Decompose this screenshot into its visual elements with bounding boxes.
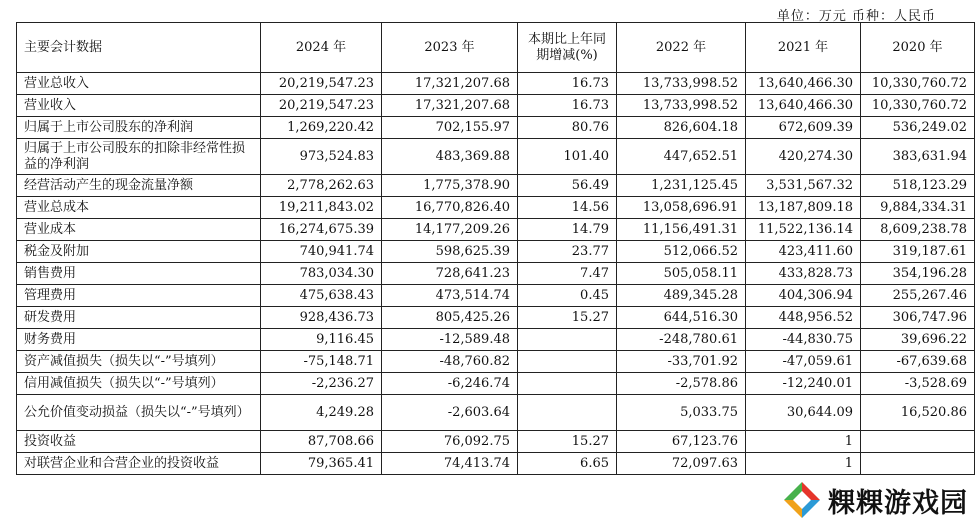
unit-currency-note: 单位：万元 币种：人民币	[776, 9, 936, 24]
table-header-row	[17, 23, 975, 73]
table-row	[17, 453, 975, 475]
table-cell	[861, 431, 975, 453]
table-cell: 19,211,843.02	[261, 197, 382, 219]
table-cell: 475,638.43	[261, 285, 382, 307]
table-cell: 319,187.61	[861, 241, 975, 263]
financial-data-table	[16, 22, 975, 475]
table-cell: 30,644.09	[746, 395, 861, 431]
table-cell: 518,123.29	[861, 175, 975, 197]
table-row	[17, 219, 975, 241]
table-cell: 3,531,567.32	[746, 175, 861, 197]
table-cell: 1,269,220.42	[261, 117, 382, 139]
table-cell: 702,155.97	[382, 117, 518, 139]
row-label: 财务费用	[17, 329, 261, 351]
table-cell: 13,733,998.52	[617, 95, 746, 117]
row-label: 归属于上市公司股东的扣除非经常性损益的净利润	[17, 139, 261, 175]
table-cell: 16.73	[518, 73, 617, 95]
table-cell: 23.77	[518, 241, 617, 263]
table-cell: 783,034.30	[261, 263, 382, 285]
column-header: 主要会计数据	[17, 23, 261, 73]
table-cell: 505,058.11	[617, 263, 746, 285]
row-label: 营业总收入	[17, 73, 261, 95]
row-label: 营业总成本	[17, 197, 261, 219]
table-cell: -3,528.69	[861, 373, 975, 395]
table-cell: 1	[746, 431, 861, 453]
table-cell: 473,514.74	[382, 285, 518, 307]
table-body	[17, 73, 975, 475]
table-cell: 17,321,207.68	[382, 95, 518, 117]
table-cell: 101.40	[518, 139, 617, 175]
row-label: 经营活动产生的现金流量净额	[17, 175, 261, 197]
table-cell: 9,116.45	[261, 329, 382, 351]
table-cell: 826,604.18	[617, 117, 746, 139]
table-row	[17, 197, 975, 219]
table-cell	[861, 453, 975, 475]
table-cell: -12,240.01	[746, 373, 861, 395]
table-cell	[518, 395, 617, 431]
table-row	[17, 241, 975, 263]
table-cell: 4,249.28	[261, 395, 382, 431]
table-row	[17, 117, 975, 139]
table-row	[17, 373, 975, 395]
table-cell: 87,708.66	[261, 431, 382, 453]
table-cell: -6,246.74	[382, 373, 518, 395]
table-cell: 973,524.83	[261, 139, 382, 175]
table-cell: 306,747.96	[861, 307, 975, 329]
row-label: 销售费用	[17, 263, 261, 285]
table-cell: -48,760.82	[382, 351, 518, 373]
table-cell: -44,830.75	[746, 329, 861, 351]
table-row	[17, 175, 975, 197]
table-cell: 11,522,136.14	[746, 219, 861, 241]
table-cell: 79,365.41	[261, 453, 382, 475]
table-cell: 39,696.22	[861, 329, 975, 351]
table-cell: 489,345.28	[617, 285, 746, 307]
table-cell: 644,516.30	[617, 307, 746, 329]
table-cell: 74,413.74	[382, 453, 518, 475]
table-cell: 404,306.94	[746, 285, 861, 307]
row-label: 营业成本	[17, 219, 261, 241]
row-label: 营业收入	[17, 95, 261, 117]
table-cell: 8,609,238.78	[861, 219, 975, 241]
table-cell: 15.27	[518, 307, 617, 329]
table-cell: 0.45	[518, 285, 617, 307]
table-cell: 76,092.75	[382, 431, 518, 453]
table-cell: -33,701.92	[617, 351, 746, 373]
diamond-logo-icon	[782, 480, 822, 520]
table-cell: 2,778,262.63	[261, 175, 382, 197]
table-cell: -12,589.48	[382, 329, 518, 351]
table-cell: 728,641.23	[382, 263, 518, 285]
table-row	[17, 395, 975, 431]
table-row	[17, 139, 975, 175]
table-cell: 16,274,675.39	[261, 219, 382, 241]
column-header: 2023 年	[382, 23, 518, 73]
table-cell: -2,236.27	[261, 373, 382, 395]
row-label: 归属于上市公司股东的净利润	[17, 117, 261, 139]
table-cell: 6.65	[518, 453, 617, 475]
table-cell: 80.76	[518, 117, 617, 139]
table-cell: 383,631.94	[861, 139, 975, 175]
table-cell: 14.56	[518, 197, 617, 219]
table-cell	[518, 351, 617, 373]
row-label: 研发费用	[17, 307, 261, 329]
table-cell: 420,274.30	[746, 139, 861, 175]
table-cell: 423,411.60	[746, 241, 861, 263]
row-label: 对联营企业和合营企业的投资收益	[17, 453, 261, 475]
table-row	[17, 431, 975, 453]
column-header: 2022 年	[617, 23, 746, 73]
table-cell: 13,058,696.91	[617, 197, 746, 219]
row-label: 投资收益	[17, 431, 261, 453]
table-cell: 10,330,760.72	[861, 73, 975, 95]
table-cell: 13,187,809.18	[746, 197, 861, 219]
column-header: 2020 年	[861, 23, 975, 73]
table-cell: 448,956.52	[746, 307, 861, 329]
table-cell: 483,369.88	[382, 139, 518, 175]
table-cell: 536,249.02	[861, 117, 975, 139]
table-cell: -2,603.64	[382, 395, 518, 431]
table-cell: 672,609.39	[746, 117, 861, 139]
table-cell: 1,775,378.90	[382, 175, 518, 197]
table-cell: 16,520.86	[861, 395, 975, 431]
row-label: 管理费用	[17, 285, 261, 307]
table-cell: -248,780.61	[617, 329, 746, 351]
table-cell: -67,639.68	[861, 351, 975, 373]
table-cell: 16.73	[518, 95, 617, 117]
table-row	[17, 285, 975, 307]
table-cell: 13,640,466.30	[746, 73, 861, 95]
row-label: 税金及附加	[17, 241, 261, 263]
table-row	[17, 307, 975, 329]
table-cell	[518, 329, 617, 351]
table-cell: -75,148.71	[261, 351, 382, 373]
table-cell: 14,177,209.26	[382, 219, 518, 241]
table-cell: 255,267.46	[861, 285, 975, 307]
column-header: 本期比上年同期增减(%)	[518, 23, 617, 73]
table-cell: -47,059.61	[746, 351, 861, 373]
table-cell: 20,219,547.23	[261, 73, 382, 95]
table-cell: 56.49	[518, 175, 617, 197]
table-cell: 20,219,547.23	[261, 95, 382, 117]
table-cell: 16,770,826.40	[382, 197, 518, 219]
table-cell: 598,625.39	[382, 241, 518, 263]
table-cell: 928,436.73	[261, 307, 382, 329]
table-cell: 805,425.26	[382, 307, 518, 329]
table-cell: 9,884,334.31	[861, 197, 975, 219]
table-cell: -2,578.86	[617, 373, 746, 395]
row-label: 资产减值损失（损失以“-”号填列）	[17, 351, 261, 373]
table-cell: 17,321,207.68	[382, 73, 518, 95]
table-row	[17, 95, 975, 117]
table-cell: 72,097.63	[617, 453, 746, 475]
table-row	[17, 73, 975, 95]
table-cell: 354,196.28	[861, 263, 975, 285]
table-cell: 447,652.51	[617, 139, 746, 175]
row-label: 公允价值变动损益（损失以“-”号填列）	[17, 395, 261, 431]
column-header: 2021 年	[746, 23, 861, 73]
watermark	[780, 478, 974, 522]
table-cell: 7.47	[518, 263, 617, 285]
table-row	[17, 329, 975, 351]
table-cell: 1	[746, 453, 861, 475]
table-cell: 67,123.76	[617, 431, 746, 453]
row-label: 信用减值损失（损失以“-”号填列）	[17, 373, 261, 395]
table-cell: 1,231,125.45	[617, 175, 746, 197]
table-cell: 433,828.73	[746, 263, 861, 285]
table-cell: 5,033.75	[617, 395, 746, 431]
table-cell: 14.79	[518, 219, 617, 241]
table-cell: 11,156,491.31	[617, 219, 746, 241]
table-cell: 512,066.52	[617, 241, 746, 263]
table-cell: 13,733,998.52	[617, 73, 746, 95]
watermark-text: 粿粿游戏园	[828, 487, 968, 519]
table-row	[17, 263, 975, 285]
table-row	[17, 351, 975, 373]
table-cell: 15.27	[518, 431, 617, 453]
table-cell: 10,330,760.72	[861, 95, 975, 117]
table-cell: 13,640,466.30	[746, 95, 861, 117]
table-cell: 740,941.74	[261, 241, 382, 263]
table-cell	[518, 373, 617, 395]
column-header: 2024 年	[261, 23, 382, 73]
